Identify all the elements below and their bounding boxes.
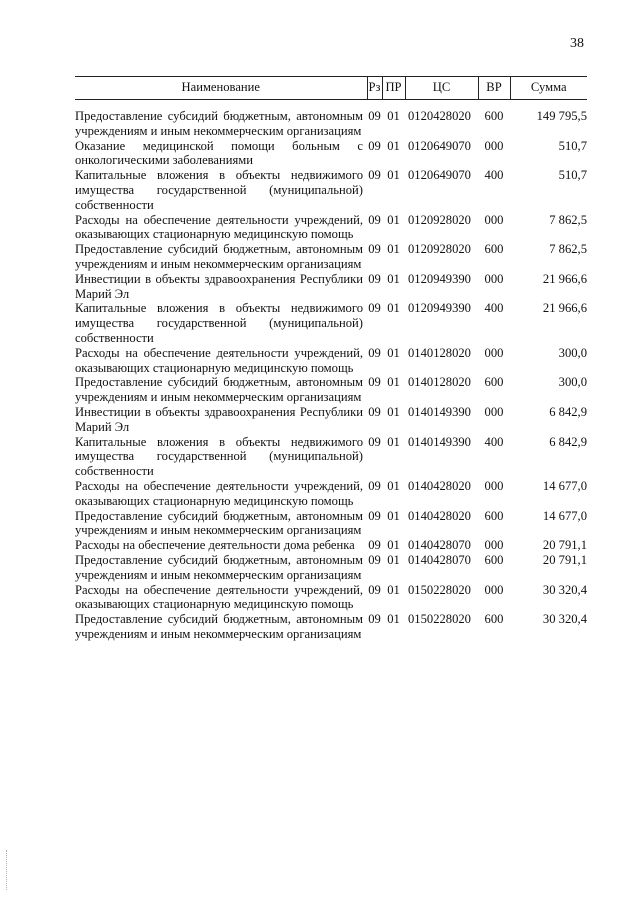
cell-cs: 0140149390	[408, 404, 471, 419]
header-rz: Рз	[367, 77, 382, 100]
cell-rz: 09	[368, 612, 381, 627]
cell-cs: 0140428070	[408, 552, 471, 567]
header-vr: ВР	[478, 77, 510, 100]
cell-cs: 0140128020	[408, 345, 471, 360]
cell-rz: 09	[368, 434, 381, 449]
cell-sum: 510,7	[558, 138, 587, 153]
cell-sum: 6 842,9	[549, 434, 587, 449]
cell-name: Капитальные вложения в объекты недвижимого имущества государственной (муниципальной) собственности	[75, 301, 363, 345]
cell-cs: 0150228020	[408, 582, 471, 597]
cell-cs: 0120928020	[408, 212, 471, 227]
table-row	[75, 405, 587, 435]
cell-pr: 01	[387, 375, 400, 390]
cell-vr: 000	[484, 271, 504, 286]
table-row	[75, 435, 587, 479]
cell-pr: 01	[387, 242, 400, 257]
cell-name: Расходы на обеспечение деятельности учреждений, оказывающих стационарную медицинскую помощь	[75, 582, 363, 612]
cell-sum: 20 791,1	[542, 538, 587, 553]
cell-vr: 000	[484, 582, 504, 597]
cell-sum: 149 795,5	[536, 109, 587, 123]
cell-pr: 01	[387, 508, 400, 523]
cell-vr: 600	[484, 508, 504, 523]
cell-name: Оказание медицинской помощи больным с онкологическими заболеваниями	[75, 138, 363, 168]
cell-rz: 09	[368, 375, 381, 390]
cell-pr: 01	[387, 109, 400, 123]
cell-rz: 09	[368, 301, 381, 316]
cell-pr: 01	[387, 612, 400, 627]
cell-name: Инвестиции в объекты здравоохранения Республики Марий Эл	[75, 404, 363, 434]
cell-cs: 0140128020	[408, 375, 471, 390]
cell-pr: 01	[387, 271, 400, 286]
cell-name: Предоставление субсидий бюджетным, автономным учреждениям и иным некоммерческим организациям	[75, 508, 363, 538]
cell-cs: 0140428020	[408, 478, 471, 493]
cell-pr: 01	[387, 404, 400, 419]
cell-cs: 0120949390	[408, 301, 471, 316]
cell-pr: 01	[387, 434, 400, 449]
header-pr: ПР	[382, 77, 405, 100]
table-row	[75, 272, 587, 302]
table-row	[75, 346, 587, 376]
cell-cs: 0120649070	[408, 168, 471, 183]
cell-pr: 01	[387, 582, 400, 597]
cell-name: Капитальные вложения в объекты недвижимого имущества государственной (муниципальной) собственности	[75, 168, 363, 212]
table-row	[75, 375, 587, 405]
cell-vr: 400	[484, 168, 504, 183]
cell-rz: 09	[368, 109, 381, 123]
cell-vr: 000	[484, 478, 504, 493]
cell-cs: 0120428020	[408, 109, 471, 123]
cell-rz: 09	[368, 404, 381, 419]
cell-sum: 30 320,4	[542, 582, 587, 597]
table-row	[75, 242, 587, 272]
cell-rz: 09	[368, 552, 381, 567]
cell-vr: 600	[484, 375, 504, 390]
cell-sum: 300,0	[558, 345, 587, 360]
cell-rz: 09	[368, 345, 381, 360]
table-row	[75, 553, 587, 583]
cell-name: Предоставление субсидий бюджетным, автономным учреждениям и иным некоммерческим организациям	[75, 612, 363, 641]
table-row	[75, 168, 587, 212]
table-spacer	[75, 100, 587, 110]
cell-sum: 21 966,6	[542, 301, 587, 316]
table-row	[75, 612, 587, 642]
cell-rz: 09	[368, 582, 381, 597]
cell-pr: 01	[387, 301, 400, 316]
table-row	[75, 139, 587, 169]
cell-sum: 30 320,4	[542, 612, 587, 627]
cell-vr: 000	[484, 538, 504, 553]
cell-vr: 600	[484, 242, 504, 257]
margin-scan-marks	[6, 850, 9, 890]
cell-sum: 7 862,5	[549, 212, 587, 227]
cell-cs: 0140428020	[408, 508, 471, 523]
header-cs: ЦС	[405, 77, 478, 100]
cell-sum: 510,7	[558, 168, 587, 183]
table-row	[75, 109, 587, 139]
cell-rz: 09	[368, 212, 381, 227]
cell-cs: 0150228020	[408, 612, 471, 627]
cell-vr: 000	[484, 404, 504, 419]
page-number: 38	[570, 36, 584, 51]
cell-name: Расходы на обеспечение деятельности учреждений, оказывающих стационарную медицинскую помощь	[75, 345, 363, 375]
cell-name: Предоставление субсидий бюджетным, автономным учреждениям и иным некоммерческим организациям	[75, 375, 363, 405]
cell-sum: 21 966,6	[542, 271, 587, 286]
table-body	[75, 100, 587, 642]
cell-vr: 000	[484, 345, 504, 360]
cell-cs: 0140149390	[408, 434, 471, 449]
header-name: Наименование	[75, 77, 367, 100]
cell-rz: 09	[368, 538, 381, 553]
cell-pr: 01	[387, 478, 400, 493]
table-row	[75, 583, 587, 613]
cell-cs: 0120649070	[408, 138, 471, 153]
table-row	[75, 479, 587, 509]
cell-vr: 000	[484, 212, 504, 227]
cell-pr: 01	[387, 552, 400, 567]
cell-rz: 09	[368, 138, 381, 153]
table-row	[75, 538, 587, 553]
cell-name: Предоставление субсидий бюджетным, автономным учреждениям и иным некоммерческим организациям	[75, 242, 363, 271]
header-sum: Сумма	[510, 77, 587, 100]
table-row	[75, 213, 587, 243]
cell-name: Предоставление субсидий бюджетным, автономным учреждениям и иным некоммерческим организациям	[75, 552, 363, 582]
cell-vr: 400	[484, 434, 504, 449]
budget-table	[75, 76, 587, 642]
cell-vr: 600	[484, 612, 504, 627]
cell-name: Инвестиции в объекты здравоохранения Республики Марий Эл	[75, 271, 363, 301]
cell-vr: 000	[484, 138, 504, 153]
cell-name: Предоставление субсидий бюджетным, автономным учреждениям и иным некоммерческим организациям	[75, 109, 363, 138]
cell-rz: 09	[368, 242, 381, 257]
cell-rz: 09	[368, 168, 381, 183]
cell-cs: 0120949390	[408, 271, 471, 286]
cell-sum: 7 862,5	[549, 242, 587, 257]
cell-rz: 09	[368, 478, 381, 493]
cell-vr: 600	[484, 109, 504, 123]
cell-pr: 01	[387, 168, 400, 183]
cell-name: Расходы на обеспечение деятельности учреждений, оказывающих стационарную медицинскую помощь	[75, 478, 363, 508]
table-row	[75, 301, 587, 345]
cell-name: Капитальные вложения в объекты недвижимого имущества государственной (муниципальной) собственности	[75, 434, 363, 479]
cell-sum: 300,0	[558, 375, 587, 390]
table-header-row	[75, 77, 587, 100]
cell-cs: 0120928020	[408, 242, 471, 257]
cell-sum: 14 677,0	[542, 508, 587, 523]
cell-pr: 01	[387, 212, 400, 227]
cell-vr: 400	[484, 301, 504, 316]
cell-vr: 600	[484, 552, 504, 567]
cell-name: Расходы на обеспечение деятельности дома ребенка	[75, 538, 355, 553]
cell-cs: 0140428070	[408, 538, 471, 553]
cell-rz: 09	[368, 271, 381, 286]
table-row	[75, 509, 587, 539]
cell-pr: 01	[387, 538, 400, 553]
cell-name: Расходы на обеспечение деятельности учреждений, оказывающих стационарную медицинскую помощь	[75, 212, 363, 242]
cell-pr: 01	[387, 138, 400, 153]
cell-sum: 20 791,1	[542, 552, 587, 567]
cell-pr: 01	[387, 345, 400, 360]
cell-sum: 14 677,0	[542, 478, 587, 493]
cell-sum: 6 842,9	[549, 404, 587, 419]
cell-rz: 09	[368, 508, 381, 523]
